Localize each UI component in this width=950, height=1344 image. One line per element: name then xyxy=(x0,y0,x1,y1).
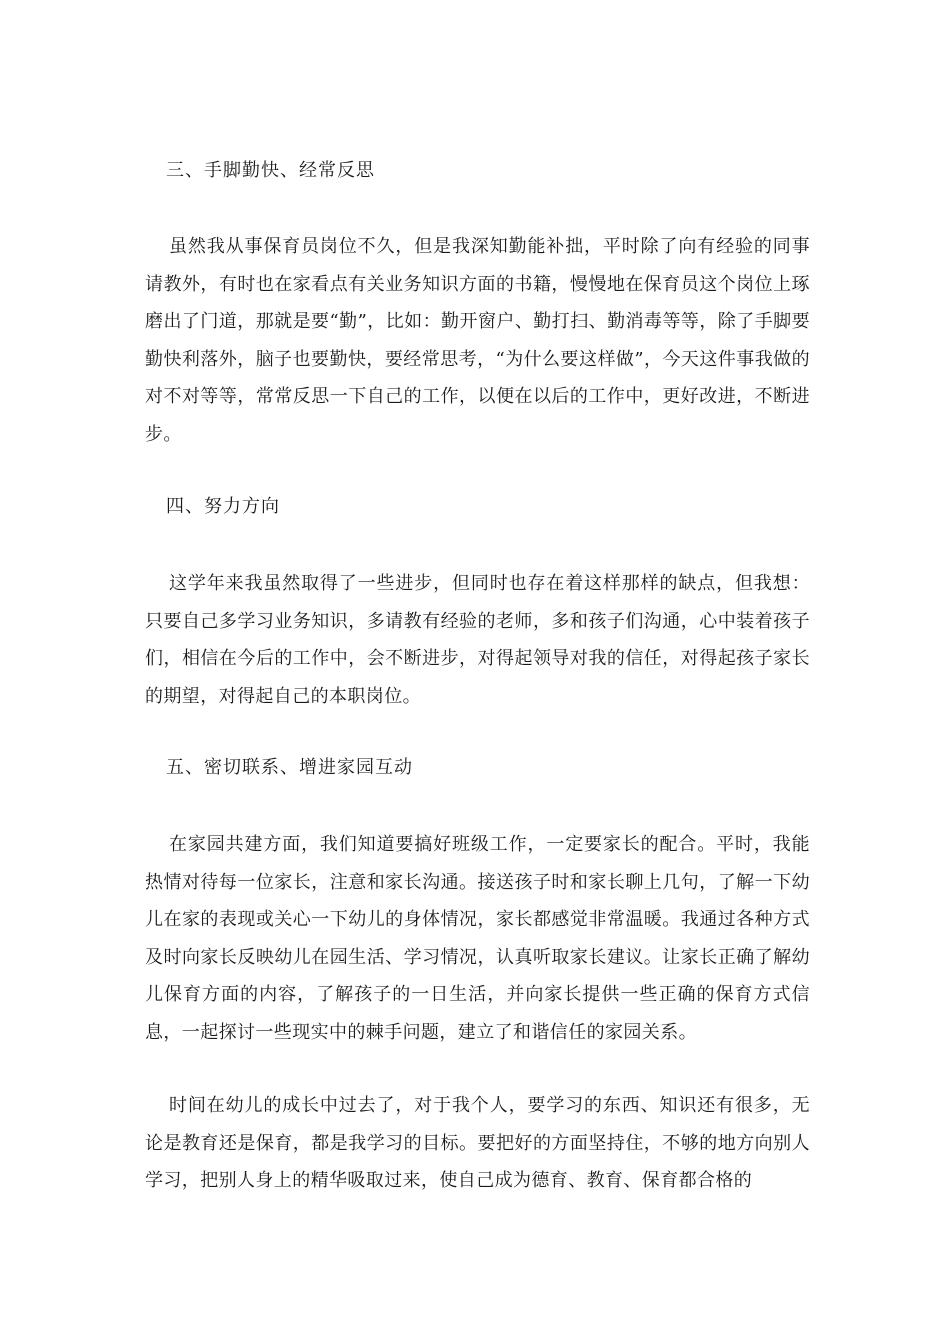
section-paragraph-4: 这学年来我虽然取得了一些进步，但同时也存在着这样那样的缺点，但我想：只要自己多学习业务知识，多请教有经验的老师，多和孩子们沟通，心中装着孩子们，相信在今后的工作中，会不断进步，对得起领导对我的信任，对得起孩子家长的期望，对得起自己的本职岗位。 xyxy=(145,573,810,707)
section-paragraph-5: 在家园共建方面，我们知道要搞好班级工作，一定要家长的配合。平时，我能热情对待每一位家长，注意和家长沟通。接送孩子时和家长聊上几句，了解一下幼儿在家的表现或关心一下幼儿的身体情况，家长都感觉非常温暖。我通过各种方式及时向家长反映幼儿在园生活、学习情况，认真听取家长建议。让家长正确了解幼儿保育方面的内容，了解孩子的一日生活，并向家长提供一些正确的保育方式信息，一起探讨一些现实中的棘手问题，建立了和谐信任的家园关系。 xyxy=(145,834,810,1043)
section-paragraph-3: 虽然我从事保育员岗位不久，但是我深知勤能补拙，平时除了向有经验的同事请教外，有时也在家看点有关业务知识方面的书籍，慢慢地在保育员这个岗位上琢磨出了门道，那就是要“勤”，比如：勤开窗户、勤打扫、勤消毒等等，除了手脚要勤快利落外，脑子也要勤快，要经常思考，“为什么要这样做”，今天这件事我做的对不对等等，常常反思一下自己的工作，以便在以后的工作中，更好改进，不断进步。 xyxy=(145,236,810,445)
section-heading-4: 四、努力方向 xyxy=(166,496,280,517)
section-heading-3: 三、手脚勤快、经常反思 xyxy=(166,160,375,181)
closing-paragraph: 时间在幼儿的成长中过去了，对于我个人，要学习的东西、知识还有很多，无论是教育还是保育，都是我学习的目标。要把好的方面坚持住，不够的地方向别人学习，把别人身上的精华吸取过来，使自己成为德育、教育、保育都合格的 xyxy=(145,1095,810,1191)
section-heading-5: 五、密切联系、增进家园互动 xyxy=(166,757,413,778)
